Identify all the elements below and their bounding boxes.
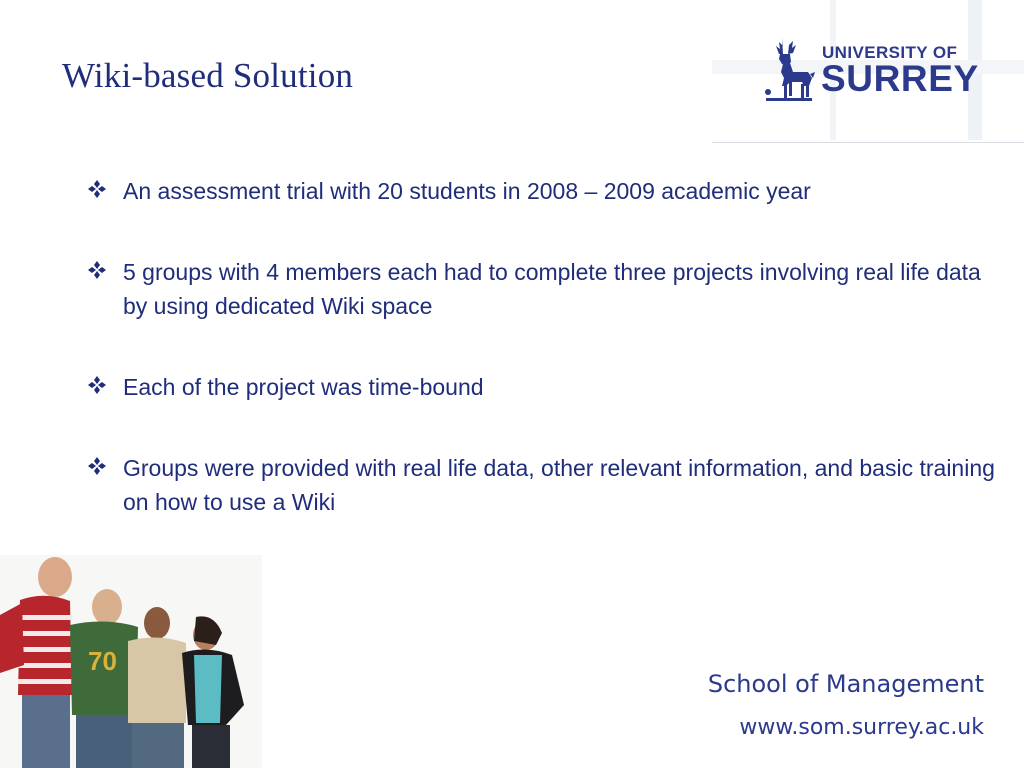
logo-text-university-of: UNIVERSITY OF — [822, 43, 958, 62]
student-figure — [70, 589, 138, 768]
footer-school-name: School of Management — [707, 670, 984, 698]
slide-title: Wiki-based Solution — [62, 56, 354, 95]
bullet-text: An assessment trial with 20 students in 2008 – 2009 academic year — [123, 178, 811, 204]
header-rule — [712, 142, 1024, 143]
diamond-bullet-icon — [88, 376, 106, 394]
diamond-bullet-icon — [88, 261, 106, 279]
bullet-text: Each of the project was time-bound — [123, 374, 484, 400]
students-photo — [0, 555, 262, 768]
university-logo — [760, 36, 990, 106]
footer-website-url: www.som.surrey.ac.uk — [739, 715, 984, 740]
bullet-item — [88, 451, 998, 519]
student-figure — [0, 557, 72, 768]
bullet-text: Groups were provided with real life data, other relevant information, and basic training on how to use a Wiki — [123, 455, 995, 515]
student-figure — [182, 616, 244, 768]
stag-icon — [760, 36, 816, 102]
bullet-item — [88, 255, 998, 323]
bullet-text: 5 groups with 4 members each had to complete three projects involving real life data by using dedicated Wiki space — [123, 259, 981, 319]
diamond-bullet-icon — [88, 180, 106, 198]
logo-text-surrey: SURREY — [821, 58, 979, 99]
bullet-item — [88, 370, 998, 404]
bullet-list — [88, 174, 998, 519]
svg-text:70: 70 — [88, 646, 117, 676]
diamond-bullet-icon — [88, 457, 106, 475]
bullet-item — [88, 174, 998, 208]
